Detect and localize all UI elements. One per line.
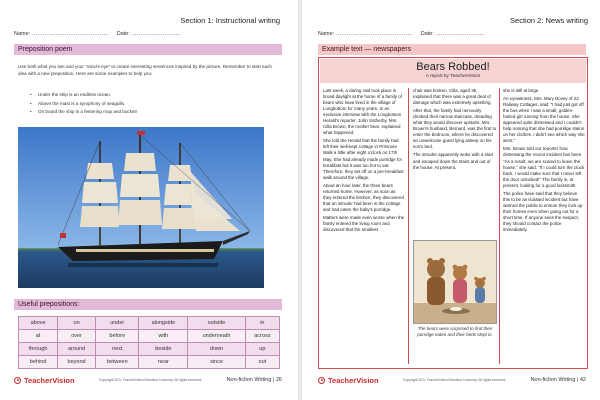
column-divider — [499, 88, 500, 364]
article-paragraph: An eyewitness, Mrs. Mary Dovey of 22 Railway Cottages, said: "I had just got off the bus when I saw a small, golden-haired girl running from the house. She appeared quite distressed and I couldn't help noticing that she had porridge stains on her clothes. I didn't see which way she went." — [503, 96, 585, 144]
preposition-cell: near — [139, 356, 188, 369]
poem-title-bar: Preposition poem — [14, 44, 282, 55]
preposition-cell: beside — [139, 343, 188, 356]
article-paragraph: She told the Herald that the family had left their well-kept cottage in Primrose Walk a little after eight o'clock on 17th May. She had already made porridge for breakfast but it was too hot to eat. Therefore, they set off on a pre-breakfast walk around the village. — [323, 138, 404, 180]
preposition-cell: around — [58, 343, 96, 356]
headline: Bears Robbed! — [416, 61, 490, 73]
left-page — [0, 0, 296, 400]
name-label: Name: …………………………………… — [318, 31, 413, 37]
name-date-row — [14, 31, 282, 37]
preposition-cell: before — [96, 330, 139, 343]
preposition-cell: up — [245, 343, 279, 356]
article-paragraph: Mrs. Brown told our reporter how distressing the recent incident has been. "As a result, we are scared to leave the house," she said. "If I could turn the clock back, I would make sure that I never left the door unlocked!" The family is, at present, looking for a good locksmith. — [503, 146, 585, 188]
three-bears-illustration — [413, 240, 497, 324]
preposition-cell: outside — [188, 317, 245, 330]
date-label: Date: ……………………… — [116, 31, 181, 37]
preposition-cell: across — [245, 330, 279, 343]
example-item: • Under the ship is an endless ocean. — [30, 91, 270, 100]
article-column-3 — [503, 88, 585, 235]
byline: A report by TeacherVision — [425, 73, 481, 79]
column-divider — [408, 88, 409, 364]
book-gutter — [298, 0, 302, 400]
table-row — [19, 343, 280, 356]
preposition-cell: over — [58, 330, 96, 343]
right-footer — [318, 374, 586, 386]
article-paragraph: chair was broken. Cilla, aged 35, explained that there was a great deal of damage which was extremely upsetting. — [413, 88, 492, 106]
article-paragraph: About an hour later, the three bears returned home. However, as soon as they entered the kitchen, they discovered that an intruder had been in the cottage and had eaten the baby's porridge. — [323, 182, 404, 212]
teachervision-logo-icon — [14, 377, 21, 384]
prepositions-title-bar: Useful prepositions: — [14, 299, 282, 310]
table-row — [19, 330, 280, 343]
name-label: Name: …………………………………… — [14, 31, 109, 37]
newspaper-article — [318, 57, 588, 369]
preposition-cell: down — [188, 343, 245, 356]
section-heading: Section 2: News writing — [510, 16, 588, 25]
copyright-notice: Copyright 2021 TeacherVision/Sandbox Learning. All rights reserved. — [98, 378, 203, 382]
prepositions-table — [18, 316, 280, 369]
preposition-cell: with — [139, 330, 188, 343]
article-paragraph: The intruder apparently woke with a start and escaped down the stairs and out of the house. At present, — [413, 152, 494, 170]
preposition-cell: above — [19, 317, 58, 330]
preposition-cell: beyond — [58, 356, 96, 369]
example-item: • On board the ship is a festering mop and bucket! — [30, 108, 270, 117]
preposition-cell: on — [58, 317, 96, 330]
preposition-cell: between — [96, 356, 139, 369]
tall-ship-photo — [18, 127, 264, 288]
left-footer — [14, 374, 282, 386]
article-paragraph: Matters were made even worse when the family entered the living room and discovered that the smallest — [323, 214, 405, 233]
article-paragraph: she is still at large. — [503, 88, 540, 93]
table-row — [19, 356, 280, 369]
preposition-cell: through — [19, 343, 58, 356]
right-page — [304, 0, 600, 400]
date-label: Date: ……………………… — [420, 31, 485, 37]
bears-drawing — [414, 241, 497, 324]
preposition-cell: behind — [19, 356, 58, 369]
preposition-cell: in — [245, 317, 279, 330]
article-paragraph: After that, the family had nervously climbed their narrow staircase, dreading what they would discover upstairs. Mrs. Brown's husband, Bernard, was the first to enter the bedroom, where he discovered an unwelcome guest lying asleep on his son's bed. — [413, 108, 497, 150]
name-date-row — [318, 31, 586, 37]
preposition-cell: underneath — [188, 330, 245, 343]
example-text-bar: Example text — newspapers — [318, 44, 586, 55]
teachervision-logo — [318, 376, 379, 385]
preposition-cell: next — [96, 343, 139, 356]
preposition-cell: out — [245, 356, 279, 369]
headline-block — [320, 59, 586, 83]
copyright-notice: Copyright 2021 TeacherVision/Sandbox Learning. All rights reserved. — [402, 378, 507, 382]
table-row — [19, 317, 280, 330]
illustration-caption: The bears were surprised to find their porridge eaten and their beds slept in. — [417, 326, 493, 337]
tall-ship-image — [18, 127, 264, 288]
teachervision-logo-icon — [318, 377, 325, 384]
article-column-1 — [323, 88, 405, 235]
preposition-cell: since — [188, 356, 245, 369]
preposition-cell: under — [96, 317, 139, 330]
logo-text: TeacherVision — [328, 375, 379, 385]
article-column-2 — [413, 88, 497, 173]
article-paragraph: Last week, a daring raid took place in broad daylight at the home of a family of bears who have lived in the village of Longbottom for many years. In an exclusive interview with the Longbottom Herald's reporter, John Sotherby, Mrs. Cilla Brown, the mother bear, explained what happened. — [323, 88, 402, 136]
example-list — [30, 91, 270, 117]
section-heading: Section 1: Instructional writing — [180, 16, 280, 25]
page-number-label: Non-fiction Writing | 26 — [226, 377, 282, 383]
preposition-cell: at — [19, 330, 58, 343]
page-number-label: Non-fiction Writing | 42 — [530, 377, 586, 383]
poem-instructions: Use both what you see and your “mind’s eye” to create interesting sentences inspired by the picture. Remember to start each idea with a new preposition. Here are some examples to help you: — [18, 64, 272, 76]
preposition-cell: alongside — [139, 317, 188, 330]
article-paragraph: The police have said that they believe this to be an isolated incident but have warned the public to ensure they lock up their homes even when going out for a short time. If anyone sees the suspect, they should contact the police immediately. — [503, 190, 583, 233]
teachervision-logo — [14, 376, 75, 385]
example-item: • Above the mast is a symphony of seagulls. — [30, 100, 270, 109]
logo-text: TeacherVision — [24, 375, 75, 385]
